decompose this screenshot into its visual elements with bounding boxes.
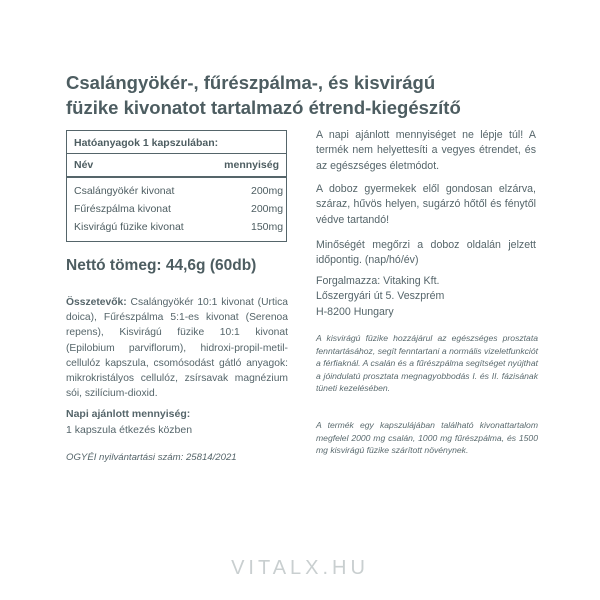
ingredient-amount: 150mg — [251, 221, 284, 233]
table-divider — [67, 153, 286, 154]
warning-paragraph: A napi ajánlott mennyiséget ne lépje túl! A termék nem helyettesíti a vegyes étrendet, és az egészséges életmódot. — [316, 129, 536, 172]
ingredients-section — [66, 295, 288, 401]
column-amount-header: mennyiség — [224, 159, 279, 171]
product-title — [66, 70, 546, 120]
title-line-2: füzike kivonatot tartalmazó étrend-kiegészítő — [66, 97, 461, 118]
title-line-1: Csalángyökér-, fűrészpálma-, és kisvirágú — [66, 72, 436, 93]
daily-dose-section — [66, 407, 192, 438]
distributor-line: Lőszergyári út 5. Veszprém — [316, 290, 445, 303]
ingredients-text: Csalángyökér 10:1 kivonat (Urtica doica), Fűrészpálma 5:1-es kivonat (Serenoa repens), Kisvirágú füzike 10:1 kivonat (Epilobium parviflorum), hidroxi-propil-metil-cellulóz kapszula, csomósodást gátló anyagok: mikrokristályos cellulóz, zsírsavak magnézium sói, szilícium-dioxid. — [66, 297, 288, 400]
ingredient-name: Csalángyökér kivonat — [74, 185, 175, 197]
daily-dose-label: Napi ajánlott mennyiség: — [66, 408, 191, 420]
column-name-header: Név — [74, 159, 94, 171]
extract-equivalence-note: A termék egy kapszulájában található kivonattartalom megfelel 2000 mg csalán, 1000 mg fűrészpálma, és 1500 mg kisvirágú füzike szárított növénynek. — [316, 420, 538, 456]
health-claim-note: A kisvirágú füzike hozzájárul az egészséges prosztata fenntartásához, segít fenntartani a normális vizeletfunkciót a férfiaknál. A csalán és a fűrészpálma segítséget nyújthat a jóindulatú prosztata megnagyobbodás I. és II. fázisának tüneti kezelésében. — [316, 333, 538, 394]
table-row — [74, 221, 284, 237]
active-ingredients-table — [66, 130, 287, 242]
net-weight: Nettó tömeg: 44,6g (60db) — [66, 257, 257, 274]
storage-paragraph: A doboz gyermekek elől gondosan elzárva, száraz, hűvös helyen, sugárzó hőtől és fénytől védve tartandó! — [316, 183, 536, 226]
registration-number: OGYÉI nyilvántartási szám: 25814/2021 — [66, 452, 237, 463]
ingredient-amount: 200mg — [251, 203, 284, 215]
ingredients-label: Összetevők: — [66, 297, 127, 308]
table-header: Hatóanyagok 1 kapszulában: — [74, 137, 219, 149]
table-divider-thick — [67, 176, 286, 178]
distributor-line: H-8200 Hungary — [316, 305, 394, 318]
ingredient-name: Fűrészpálma kivonat — [74, 203, 171, 215]
table-row — [74, 185, 284, 201]
ingredient-amount: 200mg — [251, 185, 284, 197]
ingredient-name: Kisvirágú füzike kivonat — [74, 221, 184, 233]
table-row — [74, 203, 284, 219]
best-before-paragraph: Minőségét megőrzi a doboz oldalán jelzett időpontig. (nap/hó/év) — [316, 239, 536, 267]
site-watermark: VITALX.HU — [231, 557, 369, 579]
distributor-line: Forgalmazza: Vitaking Kft. — [316, 275, 440, 287]
daily-dose-text: 1 kapszula étkezés közben — [66, 423, 193, 436]
distributor-block — [316, 274, 536, 320]
